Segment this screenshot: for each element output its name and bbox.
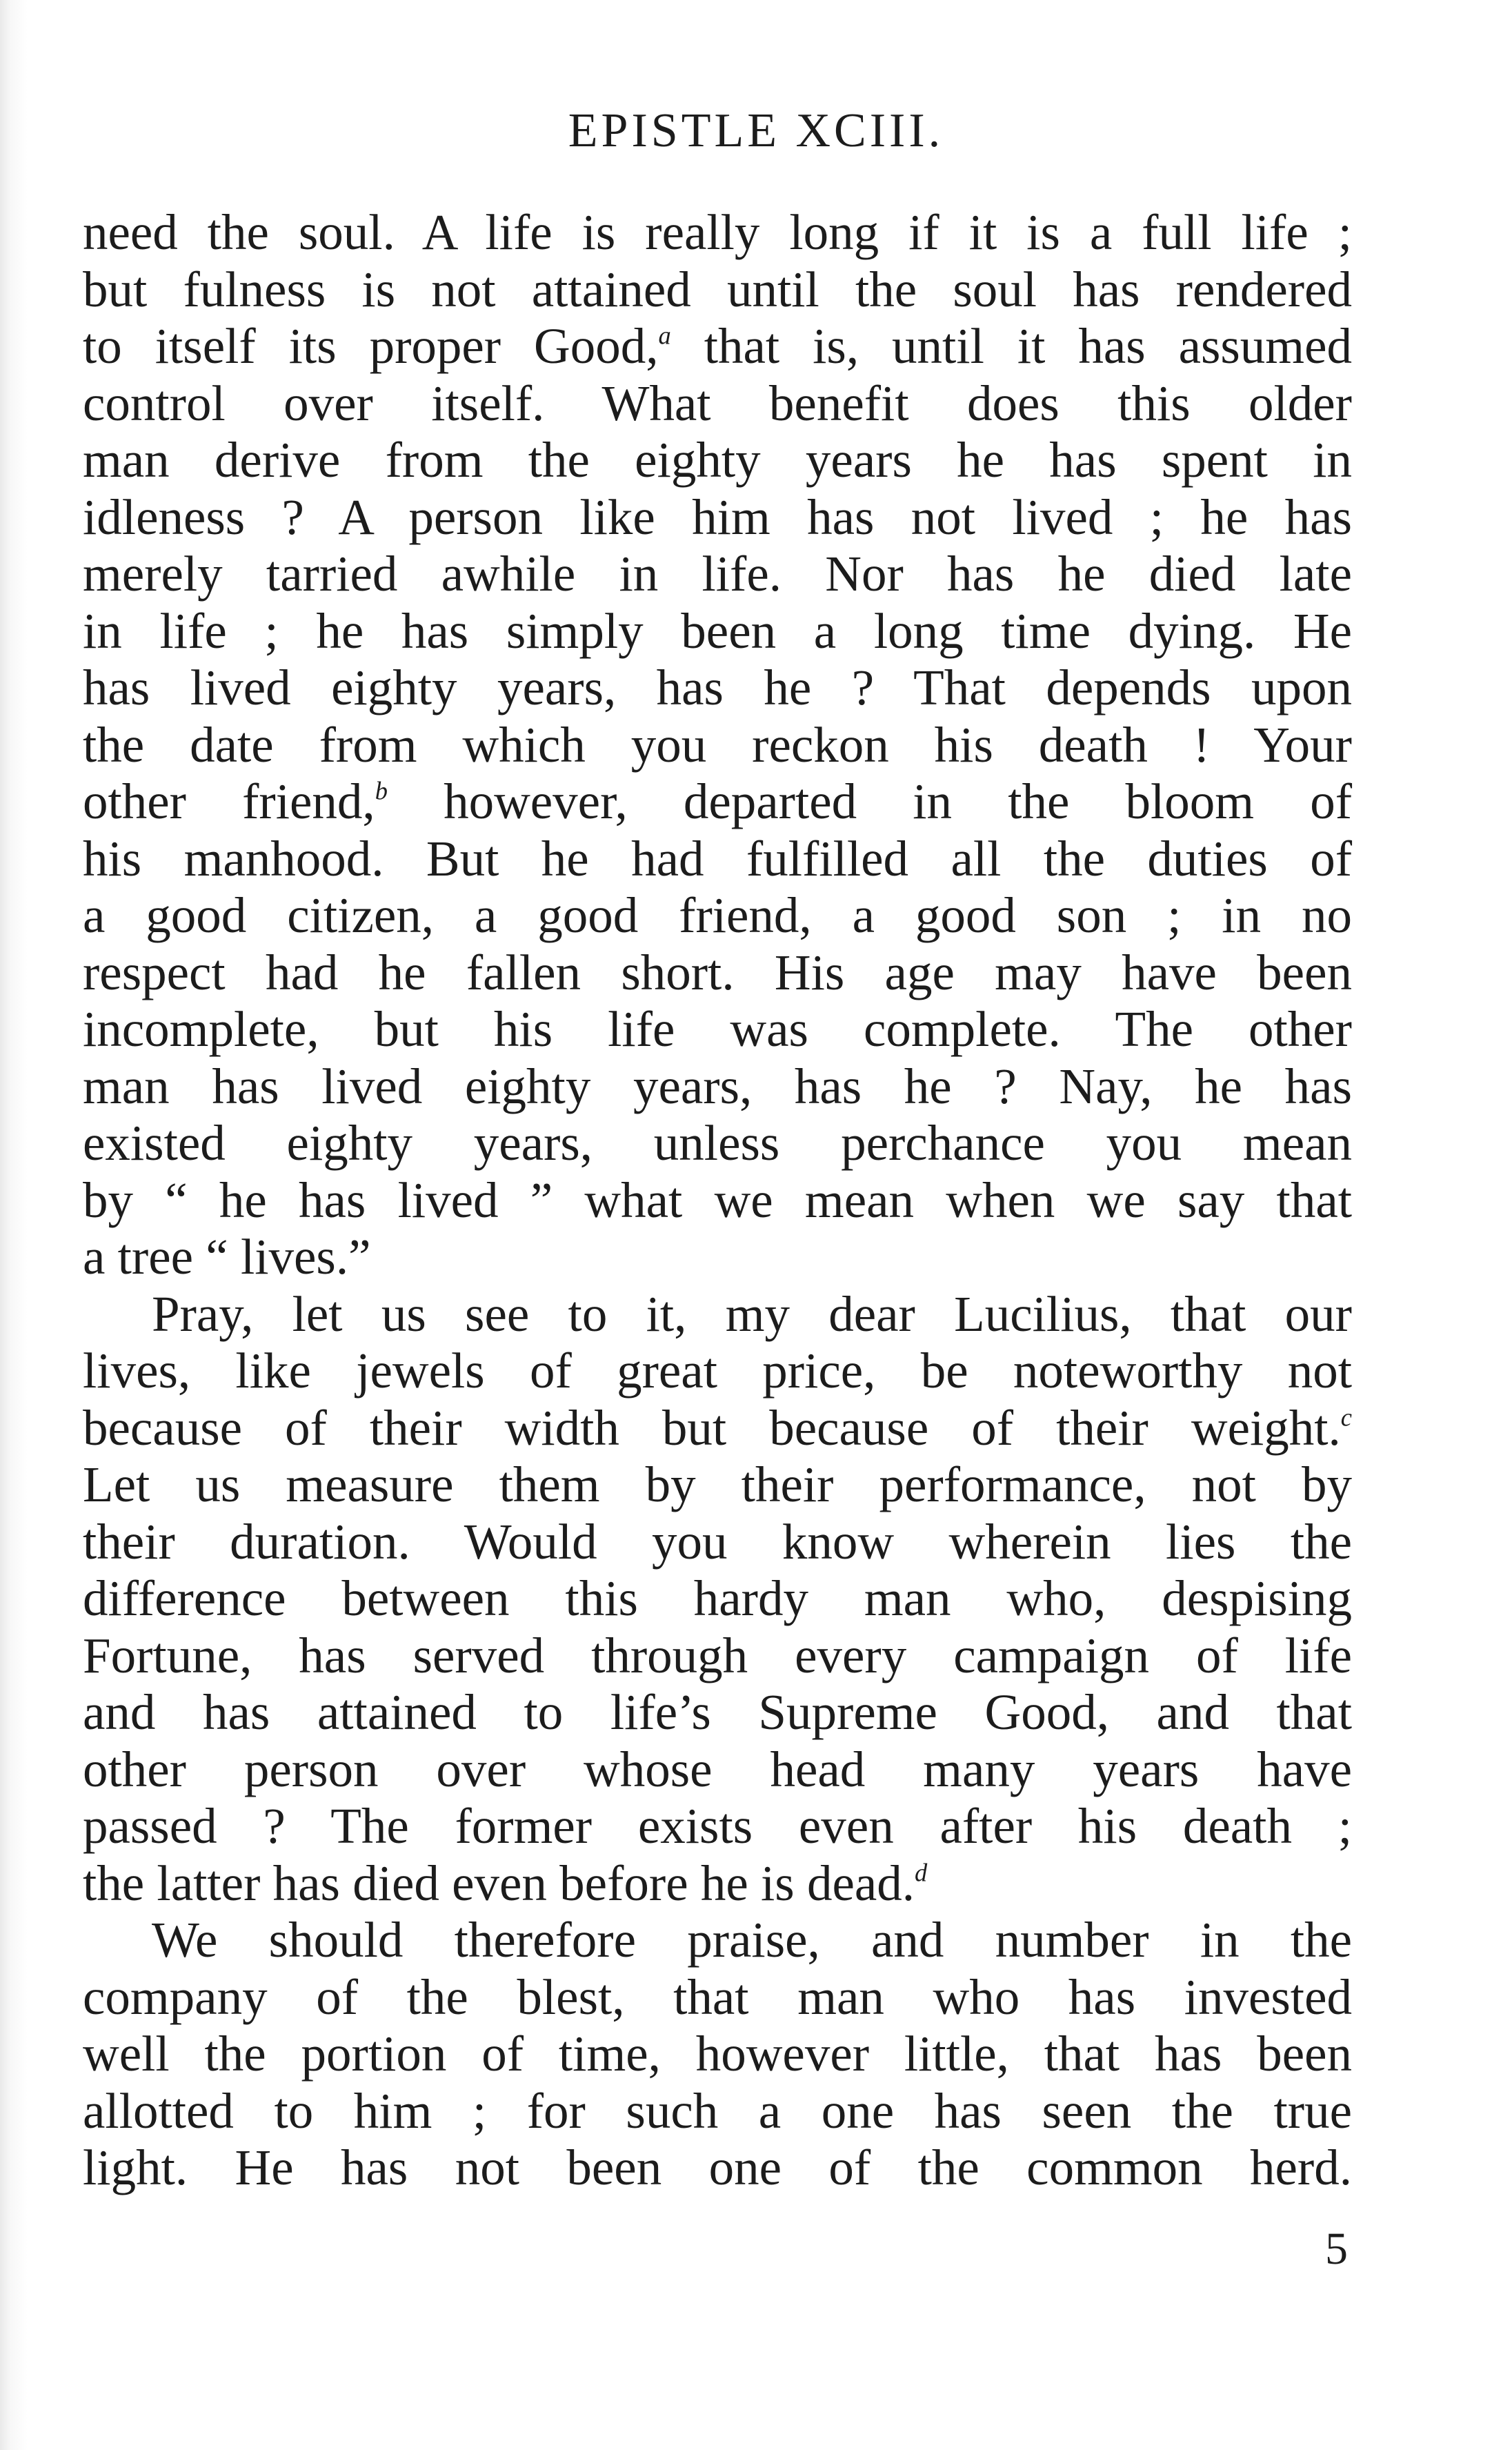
text-line [83,1798,1352,1855]
text-line [83,1456,1352,1514]
body-text [83,204,1352,2197]
text-line [83,831,1352,888]
line-text: to itself its proper Good, [83,318,659,374]
line-text-continued: that is, until it has assumed [670,318,1352,374]
line-text: Let us measure them by their performance, not by [83,1456,1352,1512]
text-line [83,1001,1352,1058]
text-line [83,1628,1352,1685]
text-line [83,1741,1352,1799]
text-line [83,1058,1352,1116]
text-line [83,1172,1352,1229]
line-text: man derive from the eighty years he has spent in [83,432,1352,488]
line-text-continued: however, departed in the bloom of [387,773,1353,829]
text-line [83,489,1352,546]
line-text: his manhood. But he had fulfilled all the duties of [83,830,1352,887]
text-line [83,1286,1352,1343]
text-line [83,1969,1352,2026]
text-line [83,2140,1352,2197]
line-text: We should therefore praise, and number in the [152,1912,1352,1968]
text-line [83,717,1352,774]
line-text: control over itself. What benefit does this older [83,375,1352,431]
line-text: man has lived eighty years, has he ? Nay, he has [83,1058,1352,1114]
text-line [83,2083,1352,2140]
line-text: other friend, [83,773,375,829]
text-line [83,660,1352,717]
line-text: Fortune, has served through every campaign of life [83,1627,1352,1683]
footnote-marker: c [1340,1403,1352,1432]
page-number: 5 [1325,2224,1348,2274]
line-text: incomplete, but his life was complete. The other [83,1001,1352,1057]
line-text: allotted to him ; for such a one has seen the true [83,2082,1352,2139]
line-text: Pray, let us see to it, my dear Lucilius, that our [152,1285,1352,1342]
line-text: but fulness is not attained until the soul has rendered [83,261,1352,317]
footnote-marker: d [915,1858,928,1887]
line-text: in life ; he has simply been a long time dying. He [83,602,1352,659]
text-line [83,1855,1352,1913]
line-text: existed eighty years, unless perchance you mean [83,1115,1352,1171]
line-text: by “ he has lived ” what we mean when we say that [83,1172,1352,1228]
text-line [83,1684,1352,1741]
line-text: company of the blest, that man who has invested [83,1968,1352,2025]
text-line [83,546,1352,603]
line-text: a tree “ lives.” [83,1229,371,1285]
text-line [83,375,1352,433]
line-text: has lived eighty years, has he ? That depends upon [83,660,1352,715]
text-line [83,1514,1352,1571]
line-text: light. He has not been one of the common herd. [83,2140,1352,2195]
line-text: other person over whose head many years have [83,1741,1352,1797]
text-line [83,2026,1352,2083]
line-text: well the portion of time, however little, that has been [83,2026,1352,2082]
text-line [83,603,1352,660]
text-line [83,887,1352,945]
text-line [83,204,1352,261]
running-header: EPISTLE XCIII. [568,104,944,157]
text-line [83,945,1352,1002]
text-line [83,1229,1352,1286]
line-text: and has attained to life’s Supreme Good, and that [83,1684,1352,1740]
footnote-marker: a [658,321,671,350]
line-text: difference between this hardy man who, despising [83,1570,1352,1626]
text-line [83,1400,1352,1457]
text-line [83,1912,1352,1969]
text-line [83,432,1352,489]
line-text: their duration. Would you know wherein lies the [83,1513,1352,1570]
footnote-marker: b [375,776,388,805]
text-line [83,318,1352,375]
line-text: respect had he fallen short. His age may have been [83,944,1352,1000]
line-text: merely tarried awhile in life. Nor has he died late [83,546,1352,602]
line-text: passed ? The former exists even after his death ; [83,1798,1352,1854]
line-text: lives, like jewels of great price, be noteworthy not [83,1343,1352,1399]
text-line [83,1570,1352,1628]
text-line [83,1343,1352,1400]
line-text: a good citizen, a good friend, a good son ; in no [83,887,1352,943]
line-text: the date from which you reckon his death ! Your [83,716,1352,773]
line-text: idleness ? A person like him has not lived ; he has [83,488,1352,545]
line-text: because of their width but because of their weight. [83,1399,1341,1456]
text-line [83,773,1352,831]
text-line [83,1115,1352,1172]
line-text: need the soul. A life is really long if it is a full life ; [83,204,1352,260]
line-text: the latter has died even before he is dead. [83,1855,915,1911]
text-line [83,261,1352,319]
